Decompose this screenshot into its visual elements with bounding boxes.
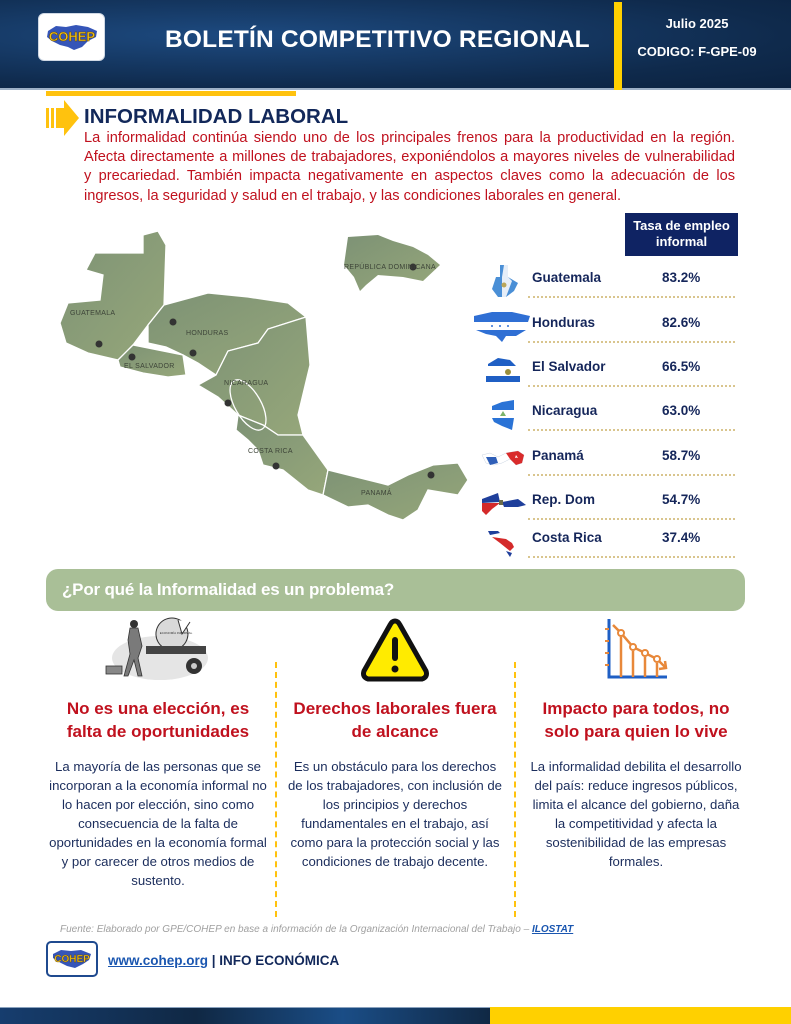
bulletin-date: Julio 2025	[665, 16, 729, 31]
honduras-map-logo-icon	[49, 944, 95, 974]
street-vendor-cart-icon	[98, 614, 218, 686]
map-label-costa-rica: COSTA RICA	[248, 448, 293, 455]
rate-row-panama	[470, 441, 740, 485]
row-divider	[528, 341, 735, 343]
guatemala-flag-map-icon	[478, 263, 528, 299]
map-label-dominican-republic: REPÚBLICA DOMINICANA	[344, 264, 436, 271]
informal-rate-value: 54.7%	[662, 492, 701, 507]
column-body: La informalidad debilita el desarrollo del país: reduce ingresos públicos, limita el alcance del gobierno, daña la competitividad y afecta la sostenibilidad de las empresas formales.	[530, 759, 742, 869]
country-name: Costa Rica	[532, 530, 602, 545]
section-title: INFORMALIDAD LABORAL	[84, 105, 349, 128]
map-label-panama: PANAMÁ	[361, 490, 392, 497]
footer-cohep-logo	[46, 941, 98, 977]
footer-line	[108, 953, 339, 968]
row-divider	[528, 518, 735, 520]
country-name: Rep. Dom	[532, 492, 596, 507]
row-divider	[528, 474, 735, 476]
country-name: Honduras	[532, 315, 596, 330]
problem-column-labor-rights	[285, 612, 505, 871]
rate-row-guatemala	[470, 263, 740, 307]
column-divider	[514, 662, 516, 917]
rate-row-el-salvador	[470, 352, 740, 396]
warning-triangle-icon	[360, 617, 430, 683]
informal-rate-header: Tasa de empleo informal	[625, 213, 738, 256]
rate-row-nicaragua	[470, 396, 740, 440]
footer-section-label: | INFO ECONÓMICA	[208, 953, 340, 968]
row-divider	[528, 296, 735, 298]
column-title: Derechos laborales fuera de alcance	[293, 699, 497, 741]
panama-flag-map-icon	[478, 441, 528, 477]
country-name: Panamá	[532, 448, 584, 463]
problem-column-opportunities	[48, 612, 268, 890]
map-label-guatemala: GUATEMALA	[70, 310, 116, 317]
costa-rica-flag-map-icon	[478, 523, 528, 559]
country-name: Guatemala	[532, 270, 602, 285]
informal-rate-value: 66.5%	[662, 359, 701, 374]
informal-rate-value: 63.0%	[662, 403, 701, 418]
header-banner	[0, 0, 791, 90]
informal-rate-value: 82.6%	[662, 315, 701, 330]
honduras-map-logo-icon	[42, 17, 102, 57]
nicaragua-flag-map-icon	[478, 396, 528, 432]
svg-text:COHEP: COHEP	[48, 29, 95, 44]
honduras-flag-map-icon	[472, 308, 532, 344]
dominican-republic-flag-map-icon	[478, 485, 528, 521]
el-salvador-flag-map-icon	[478, 352, 528, 388]
source-note	[60, 924, 573, 935]
intro-paragraph: La informalidad continúa siendo uno de los principales frenos para la productividad en la región. Afecta directamente a millones de trabajadores, exponiéndolos a mayores niveles de vulnerabilidad y precariedad. También impacta negativamente en aspectos claves como la adecuación de los ingresos, la seguridad y salud en el trabajo, y las condiciones laborales en general.	[84, 130, 735, 204]
map-label-nicaragua: NICARAGUA	[224, 380, 269, 387]
row-divider	[528, 385, 735, 387]
footer-yellow-bar	[490, 1007, 791, 1024]
problem-section-banner	[46, 569, 745, 611]
map-label-honduras: HONDURAS	[186, 330, 229, 337]
title-accent-bar	[46, 91, 296, 96]
website-link[interactable]: www.cohep.org	[108, 953, 209, 968]
column-title: Impacto para todos, no solo para quien lo vive	[542, 699, 730, 741]
rate-row-costa-rica	[470, 523, 740, 567]
informal-rate-value: 37.4%	[662, 530, 701, 545]
column-body: Es un obstáculo para los derechos de los trabajadores, con inclusión de los principios y derechos fundamentales en el trabajo, así como para la protección social y las condiciones de trabajo decente.	[287, 759, 503, 869]
map-label-el-salvador: EL SALVADOR	[124, 363, 175, 370]
svg-text:COHEP: COHEP	[54, 954, 90, 965]
row-divider	[528, 429, 735, 431]
svg-text:ECONOMÍA INFORMAL: ECONOMÍA INFORMAL	[159, 630, 193, 635]
ilostat-link[interactable]: ILOSTAT	[531, 924, 574, 935]
bulletin-title: BOLETÍN COMPETITIVO REGIONAL	[165, 26, 590, 53]
country-name: El Salvador	[532, 359, 606, 374]
cohep-logo	[38, 13, 105, 61]
declining-chart-icon	[603, 617, 669, 683]
problem-section-title: ¿Por qué la Informalidad es un problema?	[62, 580, 395, 599]
country-name: Nicaragua	[532, 403, 598, 418]
header-divider	[614, 2, 622, 90]
arrow-right-icon	[46, 98, 80, 138]
informal-rate-value: 83.2%	[662, 270, 701, 285]
row-divider	[528, 556, 735, 558]
problem-column-impact	[526, 612, 746, 871]
central-america-map	[48, 225, 468, 535]
column-title: No es una elección, es falta de oportunidades	[66, 699, 250, 741]
informal-rate-value: 58.7%	[662, 448, 701, 463]
rate-row-honduras	[470, 308, 740, 352]
column-divider	[275, 662, 277, 917]
footer-blue-bar	[0, 1007, 490, 1024]
source-text: Fuente: Elaborado por GPE/COHEP en base a información de la Organización Internacional del Trabajo –	[60, 924, 532, 935]
bulletin-code: CODIGO: F-GPE-09	[637, 44, 757, 59]
column-body: La mayoría de las personas que se incorporan a la economía informal no lo hacen por elección, sino como consecuencia de la falta de oportunidades en la economía formal y por carecer de otros medios de sustento.	[49, 759, 267, 888]
